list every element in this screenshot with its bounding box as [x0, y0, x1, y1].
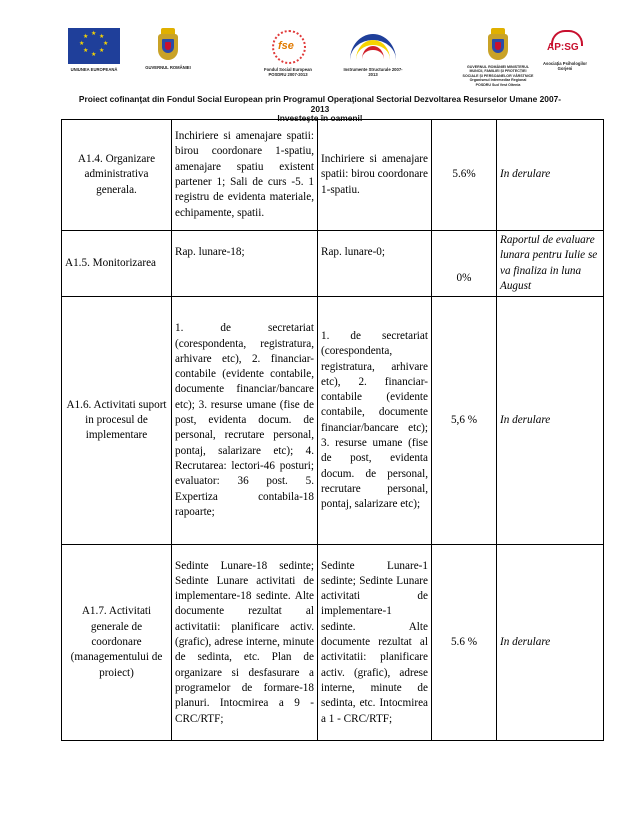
apsg-icon: AP:SG	[545, 28, 585, 58]
apsg-caption: Asociația Psihologilor Gorjeni	[543, 61, 587, 71]
planned-cell: Rap. lunare-18;	[172, 231, 318, 297]
percent-cell: 5.6%	[432, 120, 497, 231]
percent-cell: 0%	[432, 231, 497, 297]
table-row	[62, 545, 604, 741]
planned-cell: 1. de secretariat (corespondenta, registratura, arhivare etc), 2. financiar-contabile (evidente contabile, documente financiar/bancare etc); 3. resurse umane (fise de post, evidenta docum. de personal, recrutare personal, pontaj, salarizare etc); 4. Recrutarea: lectori-46 posturi; evaluator: 36 post. 5. Expertiza contabila-18 rapoarte;	[172, 297, 318, 545]
activity-cell: A1.5. Monitorizarea	[62, 231, 172, 297]
activities-table	[61, 119, 604, 741]
fse-caption: Fondul Social European POSDRU 2007-2013	[264, 67, 312, 77]
planned-cell: Inchiriere si amenajare spatii: birou coordonare 1-spatiu, amenajare spatiu existent partener 1; Sali de curs -5. 1 registru de evidenta materiale, echipamente, spatii.	[172, 120, 318, 231]
table-row	[62, 297, 604, 545]
activity-cell: A1.6. Activitati suport in procesul de implementare	[62, 297, 172, 545]
ministry-caption: GUVERNUL ROMÂNIEI MINISTERUL MUNCII, FAMILIEI ȘI PROTECȚIEI SOCIALE ȘI PERSOANELOR VÂRSTNICE Organismul Intermediar Regional POSDRU Sud Vest Oltenia	[462, 65, 534, 87]
romania-government-logo	[142, 28, 194, 70]
instrumente-structurale-logo	[342, 28, 404, 77]
table-row	[62, 120, 604, 231]
status-cell: In derulare	[497, 297, 604, 545]
achieved-cell: Rap. lunare-0;	[318, 231, 432, 297]
activity-cell: A1.7. Activitati generale de coordonare (managementului de proiect)	[62, 545, 172, 741]
banner-line-2: Investeşte în oameni!	[277, 113, 363, 124]
activity-cell: A1.4. Organizare administrativa generala.	[62, 120, 172, 231]
status-cell: In derulare	[497, 120, 604, 231]
achieved-cell: Sedinte Lunare-1 sedinte; Sedinte Lunare activitati de implementare-1 sedinte. Alte documente rezultat al activitatii: planificare activ. (grafic), adrese interne, minute de sedinta, etc. Intocmirea a 1 - CRC/RTF;	[318, 545, 432, 741]
status-cell: In derulare	[497, 545, 604, 741]
percent-cell: 5.6 %	[432, 545, 497, 741]
eu-flag-icon: ★ ★ ★ ★ ★ ★ ★ ★	[68, 28, 120, 64]
planned-cell: Sedinte Lunare-18 sedinte; Sedinte Lunare activitati de implementare-18 sedinte. Alte documente rezultat al activitatii: planificare activ. (grafic), adrese interne, minute de sedinta, etc. Plan de organizare si desfasurare a programelor de formare-18 planuri. Intocmirea a 9 - CRC/RTF;	[172, 545, 318, 741]
fse-logo	[262, 28, 314, 77]
achieved-cell: Inchiriere si amenajare spatii: birou coordonare 1-spatiu.	[318, 120, 432, 231]
achieved-cell: 1. de secretariat (corespondenta, registratura, arhivare etc), 2. financiar-contabile (evidente contabile, documente financiar/bancare etc); 3. resurse umane (fise de post, evidenta docum. de personal, recrutare personal, pontaj, salarizare etc);	[318, 297, 432, 545]
apsg-logo	[536, 28, 594, 71]
instr-caption: Instrumente Structurale 2007-2013	[343, 67, 403, 77]
status-cell: Raportul de evaluare lunara pentru Iulie se va finaliza in luna August	[497, 231, 604, 297]
banner-line-1: Proiect cofinanţat din Fondul Social European prin Programul Operaţional Sectorial Dezvoltarea Resurselor Umane 2007- 2013	[78, 94, 562, 114]
percent-cell: 5,6 %	[432, 297, 497, 545]
coat-of-arms-icon	[155, 28, 181, 62]
ministry-logo	[462, 28, 534, 87]
table-row	[62, 231, 604, 297]
gov-caption: GUVERNUL ROMÂNIEI	[145, 65, 191, 70]
eu-caption: UNIUNEA EUROPEANĂ	[70, 67, 118, 72]
instrumente-structurale-icon	[346, 28, 400, 62]
fse-icon: fse	[268, 28, 308, 64]
eu-logo	[66, 28, 122, 72]
ministry-crest-icon	[485, 28, 511, 62]
